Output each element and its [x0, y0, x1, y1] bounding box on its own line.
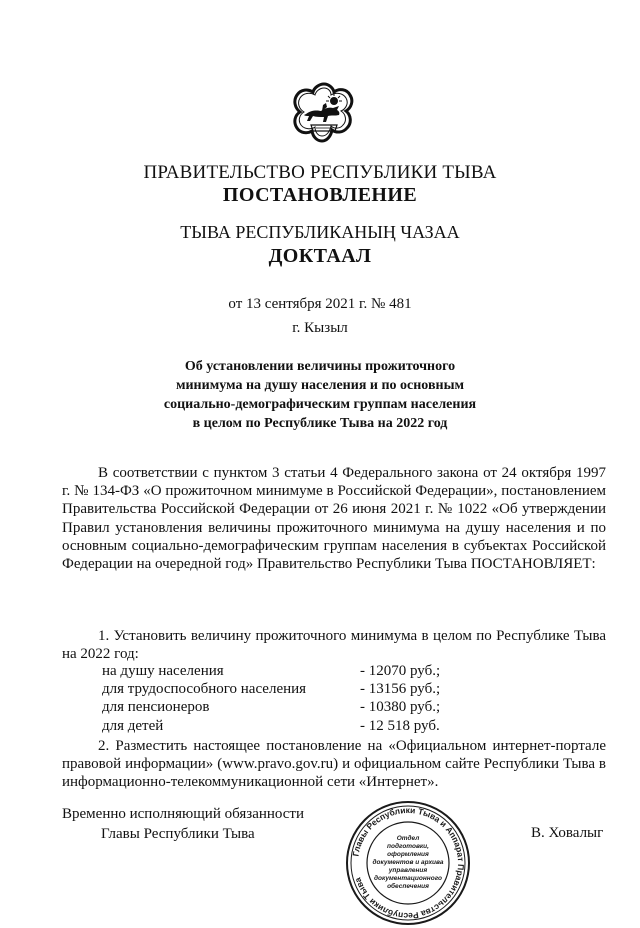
tuva-emblem-icon [289, 80, 359, 146]
decree-title [150, 357, 490, 433]
row-label: для детей [102, 717, 164, 734]
row-value: - 12070 руб.; [360, 663, 441, 679]
stamp-center-line: документов и архива [372, 859, 444, 866]
stamp-center-line: оформления [387, 851, 429, 858]
row-value: - 13156 руб.; [360, 681, 441, 698]
row-label: для пенсионеров [102, 699, 210, 716]
title-line: минимума на душу населения и по основным [175, 378, 465, 393]
government-name-ru: ПРАВИТЕЛЬСТВО РЕСПУБЛИКИ ТЫВА [143, 162, 497, 183]
decree-city: г. Кызыл [292, 320, 348, 336]
preamble-paragraph: В соответствии с пунктом 3 статьи 4 Федерального закона от 24 октября 1997 г. № 134-ФЗ «О прожиточном минимуме в Российской Федерации», постановлением Правительства Российской Федерации от 26 июня 2021 г. № 1022 «Об утверждении Правил установления величины прожиточного минимума на душу населения и по основным социально-демографическим группам населения в субъектах Российской Федерации на очередной год» Правительство Республики Тыва ПОСТАНОВЛЯЕТ: [62, 465, 606, 573]
row-label: для трудоспособного населения [102, 681, 307, 698]
decree-heading-ru: ПОСТАНОВЛЕНИЕ [222, 184, 418, 206]
title-line: Об установлении величины прожиточного [184, 359, 456, 374]
list-item [62, 699, 606, 717]
stamp-center-line: управления [388, 867, 428, 874]
signer-position-line1: Временно исполняющий обязанности [62, 806, 305, 822]
title-line: социально-демографическим группам населения [163, 397, 477, 412]
title-line: в целом по Республике Тыва на 2022 год [192, 416, 448, 431]
list-item [62, 681, 606, 699]
signer-name: В. Ховалыг [531, 825, 604, 841]
signer-position-line2: Главы Республики Тыва [101, 826, 255, 842]
row-value: - 10380 руб.; [360, 699, 441, 716]
decree-date: от 13 сентября 2021 г. № 481 [228, 296, 412, 312]
stamp-center-line: подготовки, [387, 843, 429, 850]
subsistence-minimum-list [62, 663, 606, 736]
decree-heading-tyv: ДОКТААЛ [268, 245, 372, 267]
stamp-ring-text: Главы Республики Тыва и Аппарат Правительства Республики Тыва [350, 804, 467, 922]
stamp-center-line: обеспечения [387, 883, 429, 890]
stamp-center-line: Отдел [396, 835, 420, 842]
list-item [62, 663, 606, 681]
item-1-paragraph: 1. Установить величину прожиточного минимума в целом по Республике Тыва на 2022 год: [62, 628, 606, 663]
row-label: на душу населения [102, 663, 224, 679]
stamp-center-line: документационного [374, 875, 442, 882]
list-item [62, 718, 606, 736]
item-2-paragraph: 2. Разместить настоящее постановление на «Официальном интернет-портале правовой информации» (www.pravo.gov.ru) и официальном сайте Республики Тыва в информационно-телекоммуникационной сети «Интернет». [62, 738, 606, 791]
official-stamp-icon [343, 798, 473, 928]
government-name-tyv: ТЫВА РЕСПУБЛИКАНЫҢ ЧАЗАА [180, 222, 460, 242]
row-value: - 12 518 руб. [360, 717, 440, 734]
